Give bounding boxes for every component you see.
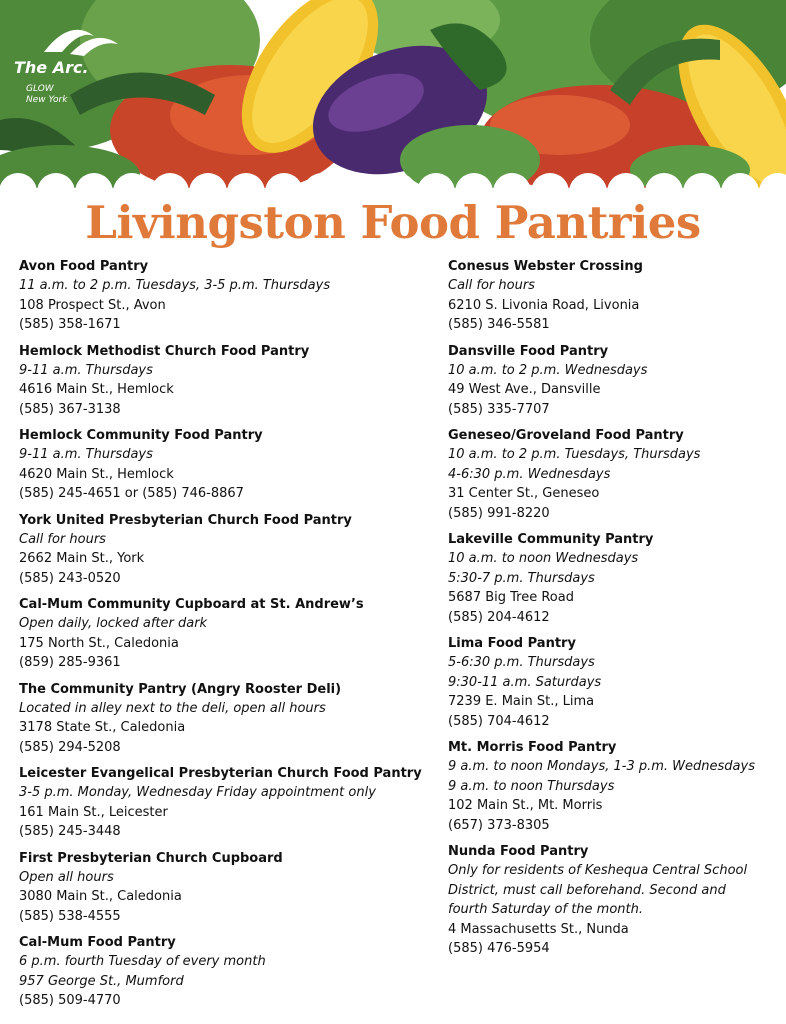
pantry-name: Geneseo/Groveland Food Pantry bbox=[448, 428, 684, 443]
pantry-phone: (585) 245-4651 or (585) 746-8867 bbox=[19, 486, 244, 501]
pantry-address: 102 Main St., Mt. Morris bbox=[448, 798, 603, 813]
pantry-name: The Community Pantry (Angry Rooster Deli) bbox=[19, 681, 342, 697]
pantry-name: Lakeville Community Pantry bbox=[448, 532, 654, 547]
pantry-hours: 5-6:30 p.m. Thursdays bbox=[448, 655, 595, 670]
pantry-name: Nunda Food Pantry bbox=[448, 844, 589, 859]
pantry-hours: District, must call beforehand. Second and bbox=[448, 882, 726, 898]
logo-name: The Arc. bbox=[14, 58, 89, 77]
pantry-address: 108 Prospect St., Avon bbox=[19, 297, 166, 313]
arc-swoosh-icon bbox=[40, 22, 120, 58]
pantry-name: First Presbyterian Church Cupboard bbox=[19, 850, 283, 866]
pantry-hours: 9:30-11 a.m. Saturdays bbox=[448, 674, 602, 690]
pantry-phone: (585) 509-4770 bbox=[19, 993, 121, 1008]
pantry-entry bbox=[19, 849, 434, 927]
pantry-name: Hemlock Community Food Pantry bbox=[19, 428, 263, 443]
pantry-hours: 11 a.m. to 2 p.m. Tuesdays, 3-5 p.m. Thursdays bbox=[19, 278, 331, 293]
pantry-hours: 9 a.m. to noon Thursdays bbox=[448, 778, 615, 794]
pantry-name: Mt. Morris Food Pantry bbox=[448, 740, 617, 755]
pantry-entry bbox=[19, 680, 434, 758]
pantry-entry bbox=[19, 257, 434, 335]
pantry-name: Dansville Food Pantry bbox=[448, 343, 609, 359]
pantry-hours: 6 p.m. fourth Tuesday of every month bbox=[19, 954, 266, 969]
pantry-hours: 9 a.m. to noon Mondays, 1-3 p.m. Wednesdays bbox=[448, 759, 755, 774]
pantry-address: 49 West Ave., Dansville bbox=[448, 382, 601, 397]
logo-subtitle bbox=[26, 84, 67, 106]
pantry-entry bbox=[19, 595, 434, 673]
pantry-entry bbox=[448, 738, 784, 835]
pantry-phone: (585) 538-4555 bbox=[19, 908, 121, 924]
pantry-address: 4620 Main St., Hemlock bbox=[19, 466, 174, 482]
pantry-hours: 10 a.m. to noon Wednesdays bbox=[448, 551, 639, 566]
pantry-entry bbox=[448, 257, 784, 335]
pantry-hours: 9-11 a.m. Thursdays bbox=[19, 447, 153, 462]
pantry-address: 2662 Main St., York bbox=[19, 551, 145, 566]
pantry-entry bbox=[19, 933, 434, 1011]
pantry-address: 7239 E. Main St., Lima bbox=[448, 694, 595, 709]
pantry-name: Avon Food Pantry bbox=[19, 259, 149, 274]
pantry-hours: Only for residents of Keshequa Central School bbox=[448, 863, 748, 878]
pantry-entry bbox=[448, 530, 784, 627]
pantry-name: Lima Food Pantry bbox=[448, 636, 576, 651]
pantry-hours: 10 a.m. to 2 p.m. Wednesdays bbox=[448, 362, 648, 378]
pantry-entry bbox=[448, 634, 784, 731]
pantry-address: 161 Main St., Leicester bbox=[19, 804, 168, 820]
pantry-address: 957 George St., Mumford bbox=[19, 973, 184, 989]
pantry-name: Cal-Mum Food Pantry bbox=[19, 935, 176, 950]
pantry-name: York United Presbyterian Church Food Pantry bbox=[19, 512, 352, 528]
pantry-entry bbox=[19, 511, 434, 589]
pantry-hours: 5:30-7 p.m. Thursdays bbox=[448, 570, 595, 586]
pantry-phone: (585) 204-4612 bbox=[448, 609, 550, 625]
pantry-entry bbox=[19, 764, 434, 842]
logo-sub-glow: GLOW bbox=[26, 84, 54, 94]
pantry-entry bbox=[448, 842, 784, 959]
pantry-hours: fourth Saturday of the month. bbox=[448, 902, 643, 917]
pantry-hours: 10 a.m. to 2 p.m. Tuesdays, Thursdays bbox=[448, 447, 701, 462]
pantry-phone: (859) 285-9361 bbox=[19, 655, 121, 670]
pantry-name: Leicester Evangelical Presbyterian Church Food Pantry bbox=[19, 766, 422, 781]
pantry-name: Cal-Mum Community Cupboard at St. Andrew’s bbox=[19, 597, 364, 612]
vegetable-banner bbox=[0, 0, 786, 200]
pantry-hours: 4-6:30 p.m. Wednesdays bbox=[448, 466, 611, 482]
pantry-hours: 9-11 a.m. Thursdays bbox=[19, 362, 153, 378]
pantry-hours: 3-5 p.m. Monday, Wednesday Friday appointment only bbox=[19, 785, 376, 800]
pantry-entry bbox=[19, 426, 434, 504]
pantry-hours: Call for hours bbox=[19, 531, 106, 547]
pantry-phone: (585) 245-3448 bbox=[19, 824, 121, 839]
pantry-entry bbox=[19, 342, 434, 420]
left-column bbox=[19, 257, 434, 1018]
pantry-hours: Open daily, locked after dark bbox=[19, 616, 208, 631]
pantry-address: 5687 Big Tree Road bbox=[448, 590, 574, 605]
pantry-phone: (585) 476-5954 bbox=[448, 941, 550, 956]
pantry-phone: (585) 991-8220 bbox=[448, 505, 550, 521]
pantry-address: 4616 Main St., Hemlock bbox=[19, 382, 174, 397]
pantry-entry bbox=[448, 426, 784, 523]
pantry-name: Hemlock Methodist Church Food Pantry bbox=[19, 343, 310, 359]
pantry-phone: (585) 346-5581 bbox=[448, 317, 550, 332]
pantry-phone: (585) 704-4612 bbox=[448, 713, 550, 729]
pantry-entry bbox=[448, 342, 784, 420]
pantry-phone: (585) 358-1671 bbox=[19, 317, 121, 332]
logo-sub-ny: New York bbox=[26, 95, 68, 105]
pantry-hours: Located in alley next to the deli, open all hours bbox=[19, 700, 326, 716]
pantry-address: 31 Center St., Geneseo bbox=[448, 486, 600, 501]
right-column bbox=[448, 257, 784, 966]
pantry-address: 3080 Main St., Caledonia bbox=[19, 889, 182, 904]
pantry-phone: (585) 294-5208 bbox=[19, 739, 121, 755]
pantry-address: 3178 State St., Caledonia bbox=[19, 720, 186, 735]
pantry-hours: Open all hours bbox=[19, 869, 114, 885]
pantry-phone: (585) 367-3138 bbox=[19, 401, 121, 417]
pantry-address: 175 North St., Caledonia bbox=[19, 635, 179, 651]
page-title: Livingston Food Pantries bbox=[85, 196, 701, 249]
pantry-address: 6210 S. Livonia Road, Livonia bbox=[448, 297, 640, 313]
pantry-phone: (657) 373-8305 bbox=[448, 817, 550, 833]
pantry-name: Conesus Webster Crossing bbox=[448, 259, 643, 274]
pantry-phone: (585) 335-7707 bbox=[448, 401, 550, 417]
pantry-address: 4 Massachusetts St., Nunda bbox=[448, 921, 629, 937]
pantry-hours: Call for hours bbox=[448, 278, 535, 293]
pantry-phone: (585) 243-0520 bbox=[19, 570, 121, 586]
